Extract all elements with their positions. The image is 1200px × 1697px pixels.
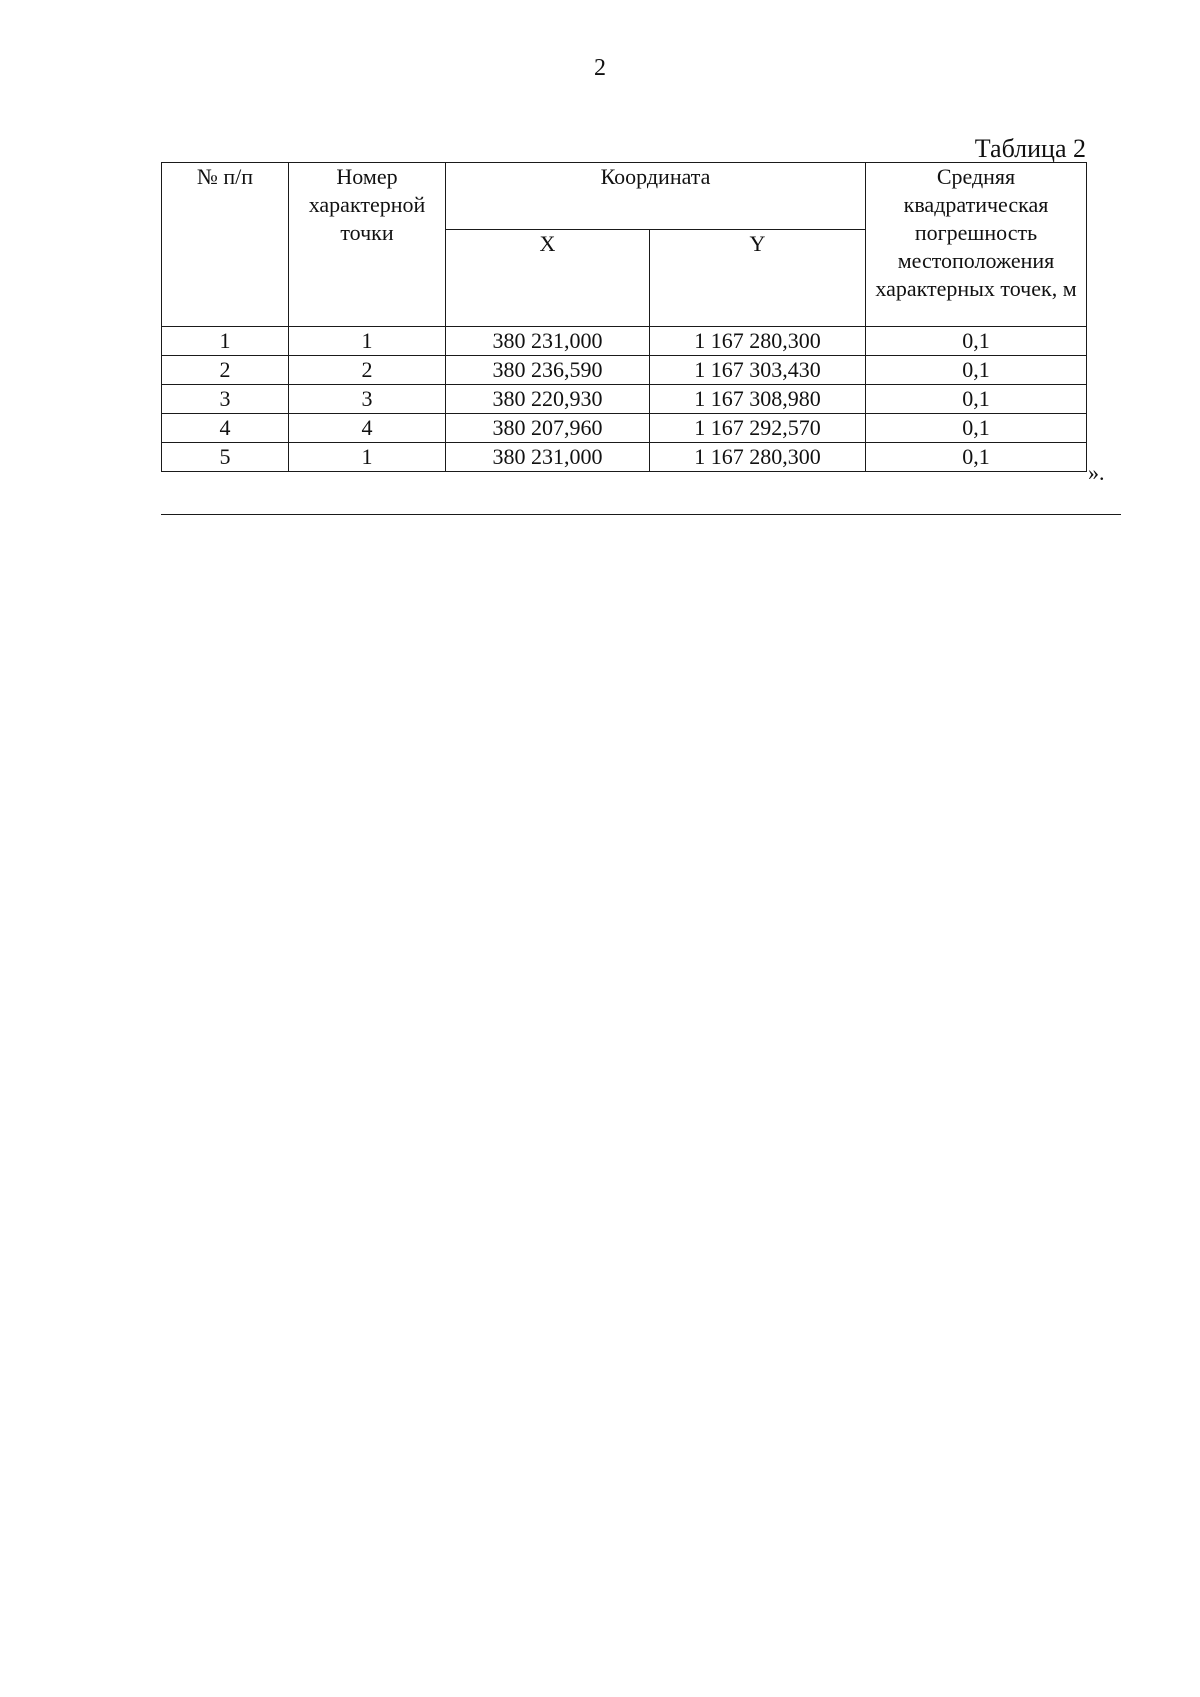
cell-x: 380 236,590 <box>446 356 650 385</box>
cell-x: 380 220,930 <box>446 385 650 414</box>
header-point-number: Номер характерной точки <box>289 163 446 327</box>
horizontal-rule <box>161 514 1121 515</box>
cell-row-number: 5 <box>162 443 289 472</box>
header-x: X <box>446 230 650 327</box>
page-number: 2 <box>594 55 606 81</box>
cell-accuracy: 0,1 <box>866 385 1087 414</box>
coordinates-table <box>161 162 1087 472</box>
header-row-number: № п/п <box>162 163 289 327</box>
cell-row-number: 1 <box>162 327 289 356</box>
cell-point-number: 1 <box>289 327 446 356</box>
cell-row-number: 2 <box>162 356 289 385</box>
header-coordinate: Координата <box>446 163 866 230</box>
table-row <box>162 443 1087 472</box>
table-header <box>162 163 1087 327</box>
cell-point-number: 4 <box>289 414 446 443</box>
cell-accuracy: 0,1 <box>866 443 1087 472</box>
cell-row-number: 4 <box>162 414 289 443</box>
table-body <box>162 327 1087 472</box>
cell-y: 1 167 303,430 <box>650 356 866 385</box>
table-row <box>162 414 1087 443</box>
cell-point-number: 3 <box>289 385 446 414</box>
cell-y: 1 167 292,570 <box>650 414 866 443</box>
table-row <box>162 327 1087 356</box>
cell-x: 380 231,000 <box>446 327 650 356</box>
header-accuracy: Средняя квадратическая погрешность местоположения характерных точек, м <box>866 163 1087 327</box>
table-caption: Таблица 2 <box>974 134 1086 163</box>
cell-y: 1 167 280,300 <box>650 443 866 472</box>
cell-y: 1 167 280,300 <box>650 327 866 356</box>
cell-point-number: 1 <box>289 443 446 472</box>
cell-accuracy: 0,1 <box>866 356 1087 385</box>
table-row <box>162 385 1087 414</box>
cell-x: 380 231,000 <box>446 443 650 472</box>
table-row <box>162 356 1087 385</box>
cell-accuracy: 0,1 <box>866 327 1087 356</box>
cell-x: 380 207,960 <box>446 414 650 443</box>
closing-quote-mark: ». <box>1088 460 1105 485</box>
header-y: Y <box>650 230 866 327</box>
cell-row-number: 3 <box>162 385 289 414</box>
cell-accuracy: 0,1 <box>866 414 1087 443</box>
cell-point-number: 2 <box>289 356 446 385</box>
cell-y: 1 167 308,980 <box>650 385 866 414</box>
